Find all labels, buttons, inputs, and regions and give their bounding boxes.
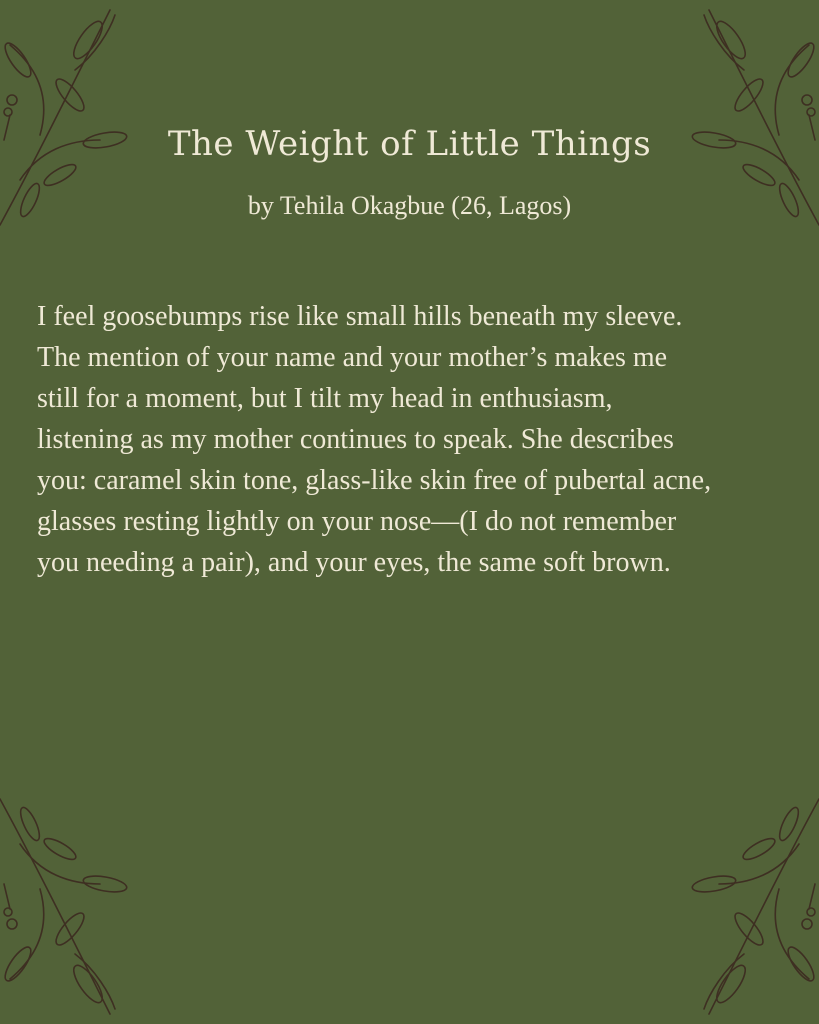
poem-line: you: caramel skin tone, glass-like skin free of pubertal acne, <box>37 465 712 496</box>
poem-line: you needing a pair), and your eyes, the same soft brown. <box>37 547 671 578</box>
poem-line: listening as my mother continues to speak. She describes <box>37 424 674 455</box>
poem-title: The Weight of Little Things <box>167 124 652 164</box>
poem-byline: by Tehila Okagbue (26, Lagos) <box>247 191 572 220</box>
poem-body <box>37 296 797 583</box>
poem-line: still for a moment, but I tilt my head in enthusiasm, <box>37 383 613 414</box>
botanical-branch-icon <box>0 794 200 1024</box>
poem-line: glasses resting lightly on your nose—(I do not remember <box>37 506 677 537</box>
botanical-branch-icon <box>619 794 819 1024</box>
poem-line: I feel goosebumps rise like small hills beneath my sleeve. <box>37 301 683 332</box>
poem-line: The mention of your name and your mother’s makes me <box>37 342 668 373</box>
